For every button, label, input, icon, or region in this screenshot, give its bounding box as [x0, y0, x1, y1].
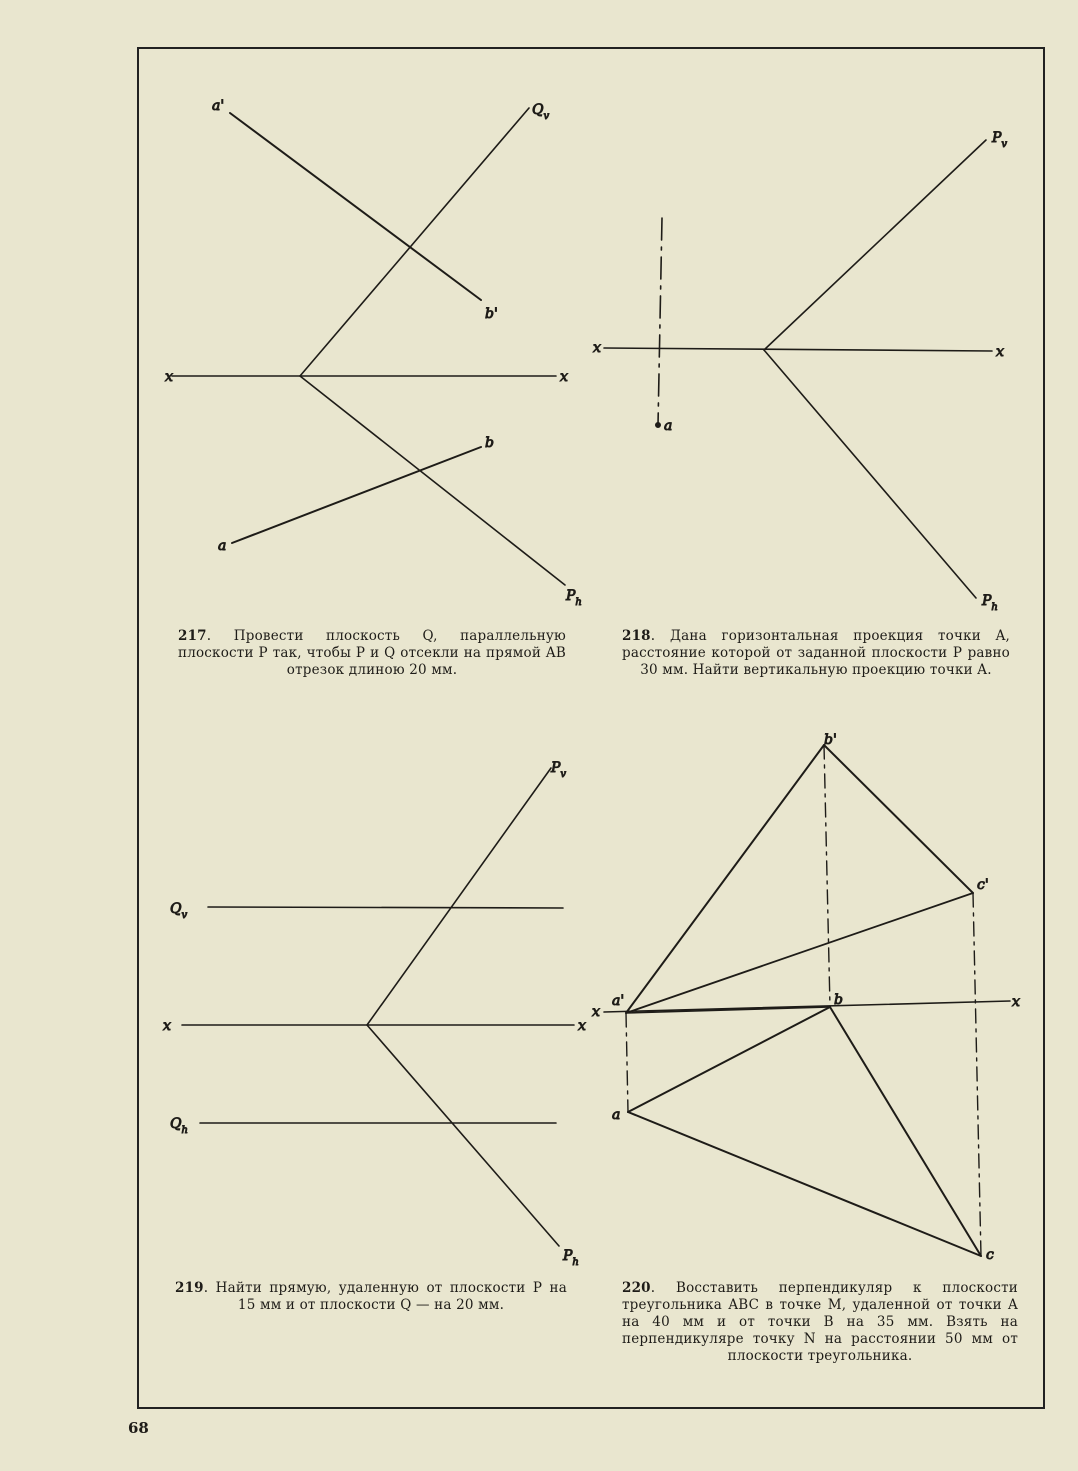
- label-q-v: $Q_v$: [532, 102, 550, 122]
- point-a: [656, 423, 661, 428]
- edge-a-prime-c-prime: [626, 893, 973, 1013]
- label-a-prime: a': [612, 993, 625, 1009]
- edge-a-b: [628, 1007, 830, 1112]
- caption-text: Найти прямую, удаленную от плоскости P на 15 мм и от плоскости Q — на 20 мм.: [215, 1280, 567, 1313]
- label-b: b: [485, 435, 494, 451]
- label-x-left: x: [165, 369, 173, 385]
- label-a: a: [664, 418, 673, 434]
- line-a-prime-b-prime: [230, 113, 481, 300]
- axis-x-220: [604, 1001, 1010, 1012]
- edge-a-c: [628, 1112, 981, 1256]
- edge-b-c: [830, 1007, 981, 1256]
- label-c-prime: c': [977, 877, 989, 893]
- figure-219: [163, 760, 586, 1268]
- trace-q-v: [208, 907, 563, 908]
- projection-link-c: [973, 893, 981, 1256]
- caption-text: Восставить перпендикуляр к плоскости треугольника ABC в точке M, удаленной от точки A на 40 мм и от точки B на 35 мм. Взять на перпендикуляре точку N на расстоянии 50 мм от плоскости треугольника.: [622, 1280, 1019, 1364]
- label-b-prime: b': [824, 732, 837, 748]
- caption-number: 218: [622, 628, 651, 644]
- label-c: c: [986, 1247, 994, 1263]
- label-q-h: $Q_h$: [170, 1116, 188, 1136]
- caption-217: 217. Провести плоскость Q, параллельную плоскости P так, чтобы P и Q отсекли на прямой AB отрезок длиною 20 мм.: [178, 628, 566, 678]
- label-x-right: x: [1012, 994, 1020, 1010]
- caption-number: 217: [178, 628, 207, 644]
- page-number: 68: [128, 1419, 149, 1437]
- trace-q-v: [300, 108, 529, 376]
- figure-218: [593, 130, 1007, 613]
- line-a-b: [232, 447, 481, 543]
- label-x-left: x: [592, 1004, 600, 1020]
- caption-number: 219: [175, 1280, 204, 1296]
- label-a-prime: a': [212, 98, 225, 114]
- trace-p-v: [367, 768, 551, 1025]
- figure-220: [592, 732, 1020, 1263]
- label-q-v: $Q_v$: [170, 901, 188, 921]
- caption-218: 218. Дана горизонтальная проекция точки A, расстояние которой от заданной плоскости P равно 30 мм. Найти вертикальную проекцию точки A.: [622, 628, 1011, 678]
- label-p-v: $P_v$: [992, 130, 1008, 150]
- label-a: a: [612, 1107, 621, 1123]
- trace-p-h: [764, 350, 976, 598]
- caption-number: 220: [622, 1280, 651, 1296]
- label-p-v: $P_v$: [551, 760, 567, 780]
- label-b: b: [834, 992, 843, 1008]
- projection-link-b: [824, 745, 830, 1007]
- label-x-left: x: [163, 1018, 171, 1034]
- label-p-h: $P_h$: [563, 1248, 579, 1268]
- caption-text: Провести плоскость Q, параллельную плоскости P так, чтобы P и Q отсекли на прямой AB отрезок длиною 20 мм.: [178, 628, 566, 678]
- label-x-right: x: [578, 1018, 586, 1034]
- label-x-left: x: [593, 340, 601, 356]
- caption-219: 219. Найти прямую, удаленную от плоскости P на 15 мм и от плоскости Q — на 20 мм.: [175, 1280, 567, 1313]
- label-x-right: x: [996, 344, 1004, 360]
- trace-p-v: [764, 140, 986, 350]
- trace-p-h: [300, 376, 565, 585]
- edge-a-prime-b-prime: [626, 745, 824, 1013]
- trace-p-h: [367, 1025, 559, 1246]
- label-p-h: $P_h$: [566, 588, 582, 608]
- edge-b-prime-c-prime: [824, 745, 973, 893]
- label-a: a: [218, 538, 227, 554]
- projection-link-a: [658, 218, 662, 425]
- label-b-prime: b': [485, 306, 498, 322]
- caption-text: Дана горизонтальная проекция точки A, расстояние которой от заданной плоскости P равно 30 мм. Найти вертикальную проекцию точки A.: [622, 628, 1011, 678]
- label-p-h: $P_h$: [982, 593, 998, 613]
- figure-217: [165, 98, 582, 608]
- label-x-right: x: [560, 369, 568, 385]
- projection-link-a: [626, 1013, 628, 1112]
- caption-220: 220. Восставить перпендикуляр к плоскости треугольника ABC в точке M, удаленной от точки A на 40 мм и от точки B на 35 мм. Взять на перпендикуляре точку N на расстоянии 50 мм от плоскости треугольника.: [622, 1280, 1019, 1364]
- axis-x-218: [604, 348, 992, 351]
